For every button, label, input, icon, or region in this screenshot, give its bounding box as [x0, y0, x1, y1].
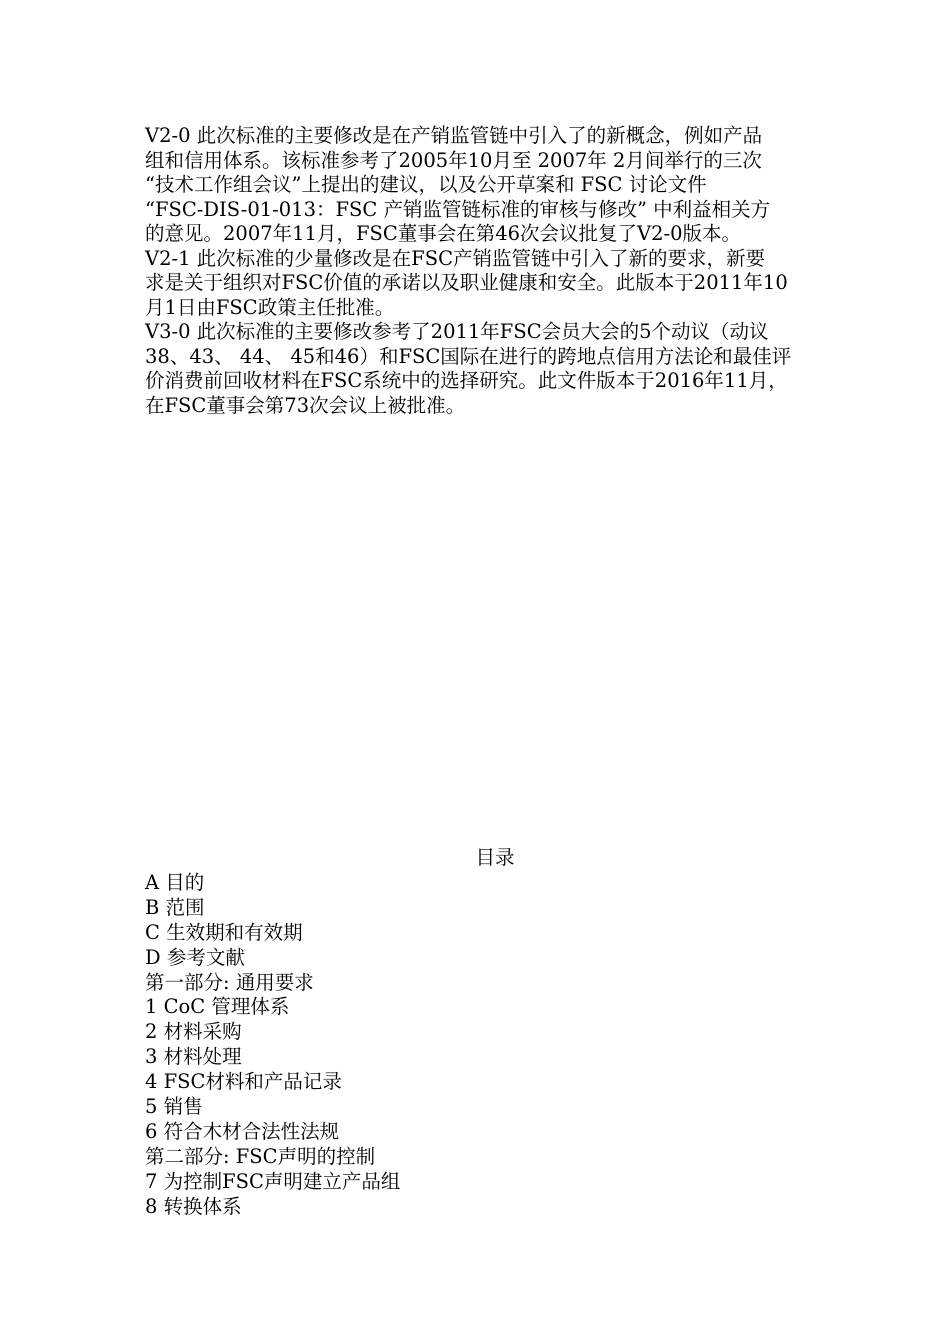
toc-item: C 生效期和有效期: [145, 920, 303, 944]
toc-item: 5 销售: [145, 1095, 203, 1119]
history-line: “技术工作组会议”上提出的建议，以及公开草案和 FSC 讨论文件: [145, 173, 707, 196]
history-line: V2-0 此次标准的主要修改是在产销监管链中引入了的新概念，例如产品: [145, 124, 763, 147]
toc-item: A 目的: [145, 871, 205, 894]
history-line: 月1日由FSC政策主任批准。: [145, 295, 395, 319]
version-history: [145, 124, 865, 418]
history-line: 求是关于组织对FSC价值的承诺以及职业健康和安全。此版本于2011年10: [145, 271, 788, 294]
history-line: V2-1 此次标准的少量修改是在FSC产销监管链中引入了新的要求，新要: [145, 246, 765, 270]
history-line: V3-0 此次标准的主要修改参考了2011年FSC会员大会的5个动议（动议: [145, 320, 769, 343]
toc-item: 8 转换体系: [145, 1194, 242, 1218]
toc-item: 6 符合木材合法性法规: [145, 1119, 340, 1143]
toc-item: 4 FSC材料和产品记录: [145, 1070, 342, 1094]
table-of-contents: [145, 871, 745, 1219]
toc-item: B 范围: [145, 895, 205, 919]
history-line: 组和信用体系。该标准参考了2005年10月至 2007年 2月间举行的三次: [145, 148, 762, 172]
toc-item: 2 材料采购: [145, 1020, 242, 1044]
history-line: 的意见。2007年11月，FSC董事会在第46次会议批复了V2-0版本。: [145, 222, 742, 245]
toc-item: 1 CoC 管理体系: [145, 995, 290, 1019]
history-line: “FSC-DIS-01-013：FSC 产销监管链标准的审核与修改” 中利益相关方: [145, 197, 771, 221]
toc-item: 3 材料处理: [145, 1045, 242, 1069]
toc-item: 7 为控制FSC声明建立产品组: [145, 1169, 401, 1193]
toc-item: D 参考文献: [145, 945, 245, 969]
history-line: 价消费前回收材料在FSC系统中的选择研究。此文件版本于2016年11月，: [145, 369, 788, 392]
history-line: 38、43、 44、 45和46）和FSC国际在进行的跨地点信用方法论和最佳评: [145, 344, 792, 368]
toc-title: 目录: [475, 846, 515, 869]
history-line: 在FSC董事会第73次会议上被批准。: [145, 393, 466, 417]
toc-section-heading: 第二部分: FSC声明的控制: [145, 1144, 376, 1168]
toc-section-heading: 第一部分: 通用要求: [145, 970, 314, 994]
